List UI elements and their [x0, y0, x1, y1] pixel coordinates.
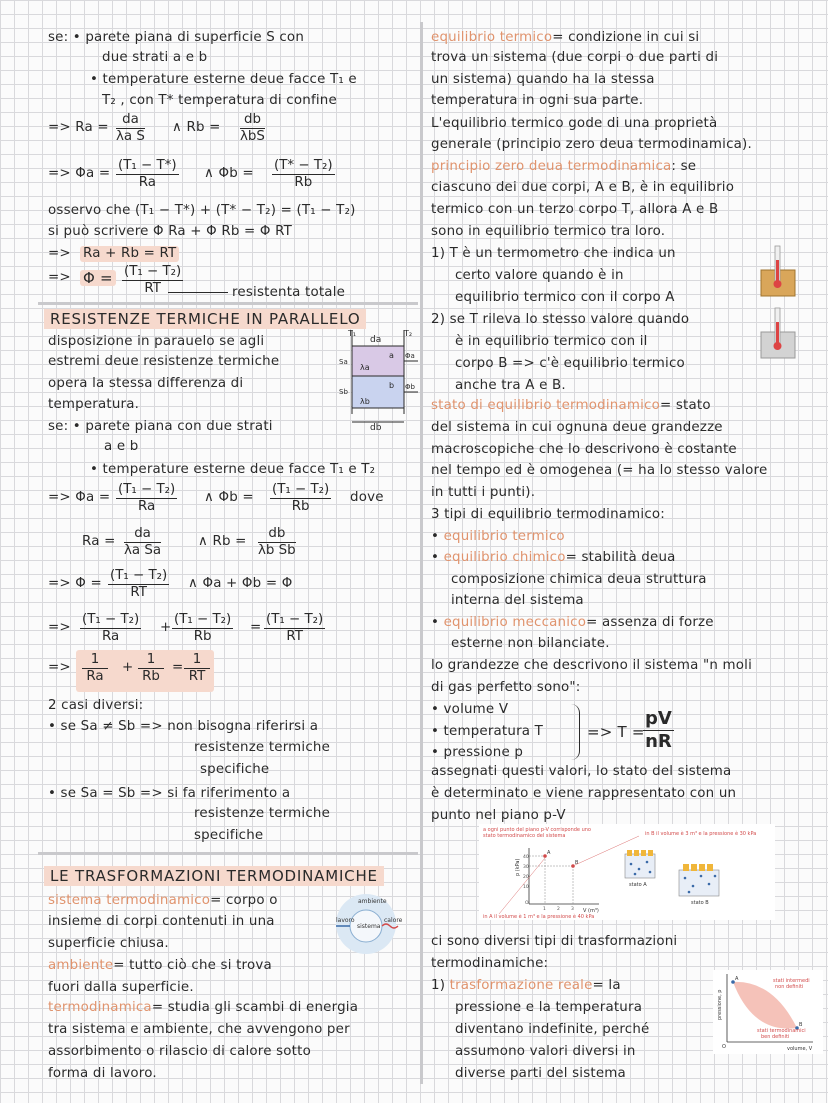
note-line: lo grandezze che descrivono il sistema "n moli: [431, 658, 753, 673]
label-ambiente: ambiente: [358, 898, 387, 905]
list-item: • equilibrio chimico= stabilità deua: [431, 550, 676, 565]
note-line: se: • parete piana con due strati: [48, 419, 273, 434]
formula-label: => Φa =: [48, 490, 111, 505]
fraction-inv-ra: $\frac{1}{Ra}$: [82, 652, 108, 685]
note-line: • se Sa = Sb => si fa riferimento a: [48, 786, 291, 801]
pv-stato-b: stato B: [691, 900, 709, 906]
list-item: • equilibrio termico: [431, 529, 565, 544]
label-lb: λb: [360, 397, 370, 406]
note-line: specifiche: [200, 762, 270, 777]
formula-label: ∧ Φb =: [204, 166, 254, 181]
note-line: insieme di corpi contenuti in una: [48, 914, 275, 929]
svg-text:30: 30: [523, 865, 529, 870]
note-line: 2) se T rileva lo stesso valore quando: [431, 312, 690, 327]
note-line: 1) T è un termometro che indica un: [431, 246, 676, 261]
note-line: opera la stessa differenza di: [48, 376, 244, 391]
fig-xlabel: volume, V: [787, 1046, 813, 1052]
list-item: • temperatura T: [431, 724, 544, 739]
note-line: composizione chimica deua struttura: [451, 572, 707, 587]
note-line: ci sono diversi tipi di trasformazioni: [431, 934, 678, 949]
fraction-phib2: $\frac{\text{(T₁ − T₂)}}{Rb}$: [272, 482, 330, 514]
label-la: λa: [360, 363, 370, 372]
section-divider: [38, 852, 418, 855]
note-line: osservo che (T₁ − T*) + (T* − T₂) = (T₁ − T₂): [48, 203, 356, 218]
thermometer-body-b-icon: [753, 306, 809, 364]
formula-label: =>: [48, 620, 71, 635]
fig-ylabel: pressione, p: [717, 989, 723, 1020]
note-line: termico con un terzo corpo T, allora A e B: [431, 202, 719, 217]
formula-label: => T =: [587, 723, 645, 741]
note-line: 3 tipi di equilibrio termodinamico:: [431, 507, 665, 522]
formula-label: ∧ Rb =: [198, 534, 247, 549]
note-line: un sistema) quando ha la stessa: [431, 72, 655, 87]
pv-ylabel: p (kPa): [515, 858, 521, 876]
pv-caption: in B il volume è 3 m³ e la pressione è 30 kPa: [645, 831, 757, 837]
section-divider: [38, 302, 418, 305]
note-line: superficie chiusa.: [48, 936, 169, 951]
note-line: resistenze termiche: [194, 806, 331, 821]
section-title: RESISTENZE TERMICHE IN PARALLELO: [44, 309, 366, 329]
note-line: • se Sa ≠ Sb => non bisogna riferirsi a: [48, 719, 319, 734]
pv-caption: a ogni punto del piano p-V corrisponde uno: [483, 827, 591, 833]
fraction-sum-t: $\frac{\text{(T₁ − T₂)}}{RT}$: [266, 612, 324, 644]
formula-label: => Ra =: [48, 120, 109, 135]
section-title: LE TRASFORMAZIONI TERMODINAMICHE: [44, 866, 384, 886]
formula-label: ∧ Φb =: [204, 490, 254, 505]
fraction-phia: $\frac{\text{(T₁ − T*)}}{Ra}$: [118, 158, 177, 190]
label-stati-termodinamici: stati termodinamici: [757, 1028, 806, 1034]
fraction-phib: $\frac{\text{(T* − T₂)}}{Rb}$: [274, 158, 333, 190]
note-line: • temperature esterne deue facce T₁ e T₂: [90, 462, 376, 477]
label-ben-definiti: ben definiti: [761, 1034, 790, 1040]
note-line: specifiche: [194, 828, 264, 843]
note-line: è determinato e viene rappresentato con un: [431, 786, 737, 801]
fraction-inv-rb: $\frac{1}{Rb}$: [138, 652, 164, 685]
list-item: • volume V: [431, 702, 509, 717]
svg-text:2: 2: [557, 907, 560, 912]
note-line: resistenze termiche: [194, 740, 331, 755]
formula-label: =>: [48, 246, 71, 261]
svg-text:1: 1: [543, 907, 546, 912]
note-line: pressione e la temperatura: [455, 1000, 643, 1015]
list-item: • equilibrio meccanico= assenza di forze: [431, 615, 714, 630]
svg-text:B: B: [799, 1022, 803, 1028]
label-calore: calore: [384, 917, 403, 924]
note-line: L'equilibrio termico gode di una proprietà: [431, 116, 718, 131]
note-line: diverse parti del sistema: [455, 1066, 626, 1081]
formula-label: ∧ Rb =: [172, 120, 221, 135]
svg-text:A: A: [547, 850, 551, 856]
note-line: anche tra A e B.: [455, 378, 566, 393]
label-phia: Φa: [405, 352, 415, 360]
fraction-ra2: $\frac{da}{\text{λa Sa}}$: [124, 526, 162, 558]
pv-caption: in A il volume è 1 m³ e la pressione è 40 kPa: [483, 914, 595, 920]
note-line: sistema termodinamico= corpo o: [48, 893, 278, 908]
note-line: dove: [350, 490, 384, 505]
note-line: è in equilibrio termico con il: [455, 334, 648, 349]
note-line: a e b: [104, 439, 139, 454]
label-lavoro: lavoro: [336, 917, 355, 924]
thermometer-body-a-icon: [753, 244, 809, 302]
note-line: equilibrio termico con il corpo A: [455, 290, 675, 305]
note-line: principio zero deua termodinamica: se: [431, 159, 697, 174]
note-line: 1) trasformazione reale= la: [431, 978, 621, 993]
highlight-formula: Φ =: [80, 270, 116, 286]
formula-label: => Φ =: [48, 576, 102, 591]
system-environment-figure: [328, 890, 406, 956]
note-line: assumono valori diversi in: [455, 1044, 636, 1059]
fraction-rb2: $\frac{db}{\text{λb Sb}}$: [258, 526, 296, 558]
note-line: se: • parete piana di superficie S con: [48, 30, 305, 45]
note-line: • temperature esterne deue facce T₁ e: [90, 72, 357, 87]
note-line: tra sistema e ambiente, che avvengono per: [48, 1022, 350, 1037]
note-line: si può scrivere Φ Ra + Φ Rb = Φ RT: [48, 224, 293, 239]
note-line: termodinamica= studia gli scambi di energia: [48, 1000, 359, 1015]
note-line: esterne non bilanciate.: [451, 636, 610, 651]
label-non-definiti: non definiti: [775, 984, 804, 990]
svg-text:A: A: [735, 976, 739, 982]
note-line: punto nel piano p-V: [431, 808, 566, 823]
label-stati-intermedi: stati intermedi: [773, 978, 810, 984]
svg-text:20: 20: [523, 875, 529, 880]
formula-label: Ra =: [82, 534, 116, 549]
label-b: b: [389, 381, 395, 390]
svg-text:O: O: [722, 1044, 726, 1050]
label-phib: Φb: [405, 383, 415, 391]
note-line: resistenta totale: [232, 285, 346, 300]
note-line: assorbimento o rilascio di calore sotto: [48, 1044, 311, 1059]
label-a: a: [389, 351, 394, 360]
fraction-phi2: $\frac{\text{(T₁ − T₂)}}{RT}$: [110, 568, 168, 600]
formula-label: =: [250, 620, 262, 635]
formula-label: +: [122, 660, 134, 675]
note-line: fuori dalla superficie.: [48, 980, 194, 995]
parallel-wall-figure: [338, 324, 420, 432]
fraction-ideal-gas: $\frac{pV}{nR}$: [645, 708, 672, 752]
label-t2: T₂: [404, 329, 413, 338]
pv-stato-a: stato A: [629, 882, 647, 888]
pv-caption: stato termodinamico del sistema: [483, 833, 566, 839]
note-line: 2 casi diversi:: [48, 698, 144, 713]
svg-text:B: B: [575, 860, 579, 866]
note-line: termodinamiche:: [431, 956, 549, 971]
real-transformation-figure: [713, 970, 823, 1054]
note-line: generale (principio zero deua termodinamica).: [431, 137, 752, 152]
fraction-inv-rt: $\frac{1}{RT}$: [184, 652, 210, 685]
note-line: sono in equilibrio termico tra loro.: [431, 224, 666, 239]
note-line: temperatura in ogni sua parte.: [431, 93, 644, 108]
fraction-ra: $\frac{da}{\text{λa S}}$: [116, 112, 145, 144]
fraction-rb: db λbS: [240, 112, 265, 144]
note-line: due strati a e b: [102, 50, 208, 65]
note-line: nel tempo ed è omogenea (= ha lo stesso valore: [431, 463, 768, 478]
formula-label: =>: [48, 660, 71, 675]
note-line: T₂ , con T* temperatura di confine: [102, 93, 337, 108]
note-line: stato di equilibrio termodinamico= stato: [431, 398, 711, 413]
label-db: db: [370, 423, 382, 432]
note-line: equilibrio termico= condizione in cui si: [431, 30, 700, 45]
pointer-line: [168, 292, 228, 293]
formula-label: =: [172, 660, 184, 675]
note-line: diventano indefinite, perché: [455, 1022, 650, 1037]
note-line: trova un sistema (due corpi o due parti di: [431, 50, 719, 65]
note-line: assegnati questi valori, lo stato del sistema: [431, 764, 732, 779]
pv-xlabel: V (m³): [583, 908, 599, 914]
label-sa: Sa: [339, 358, 348, 366]
label-da: da: [370, 335, 382, 345]
note-line: macroscopiche che lo descrivono è costante: [431, 442, 737, 457]
formula-label: ∧ Φa + Φb = Φ: [188, 576, 293, 591]
svg-text:O: O: [525, 901, 529, 906]
formula-label: => Φa =: [48, 166, 111, 181]
formula-label: +: [160, 620, 172, 635]
fraction-sum-b: $\frac{\text{(T₁ − T₂)}}{Rb}$: [174, 612, 232, 644]
note-line: temperatura.: [48, 397, 140, 412]
note-line: certo valore quando è in: [455, 268, 624, 283]
fraction-phi: $\frac{\text{(T₁ − T₂)}}{RT}$: [124, 264, 182, 296]
note-line: interna del sistema: [451, 593, 584, 608]
note-line: in tutti i punti).: [431, 485, 536, 500]
svg-text:10: 10: [523, 885, 529, 890]
label-t1: T₁: [348, 329, 357, 338]
column-divider: [420, 22, 423, 1084]
label-sb: Sb: [339, 388, 348, 396]
note-line: ambiente= tutto ciò che si trova: [48, 958, 272, 973]
formula-label: =>: [48, 270, 71, 285]
fraction-sum-a: $\frac{\text{(T₁ − T₂)}}{Ra}$: [82, 612, 140, 644]
brace: [571, 704, 580, 760]
pv-diagram-figure: [479, 824, 775, 920]
label-sistema: sistema: [357, 923, 381, 930]
note-line: disposizione in parauelo se agli: [48, 334, 265, 349]
note-line: corpo B => c'è equilibrio termico: [455, 356, 685, 371]
svg-text:40: 40: [523, 855, 529, 860]
list-item: • pressione p: [431, 745, 524, 760]
note-line: forma di lavoro.: [48, 1066, 157, 1081]
note-line: di gas perfetto sono":: [431, 680, 581, 695]
note-line: ciascuno dei due corpi, A e B, è in equilibrio: [431, 180, 735, 195]
highlight-formula: Ra + Rb = RT: [80, 246, 179, 262]
note-line: del sistema in cui ognuna deue grandezze: [431, 420, 723, 435]
note-line: estremi deue resistenze termiche: [48, 354, 280, 369]
svg-text:3: 3: [571, 907, 574, 912]
fraction-phia2: $\frac{\text{(T₁ − T₂)}}{Ra}$: [118, 482, 176, 514]
